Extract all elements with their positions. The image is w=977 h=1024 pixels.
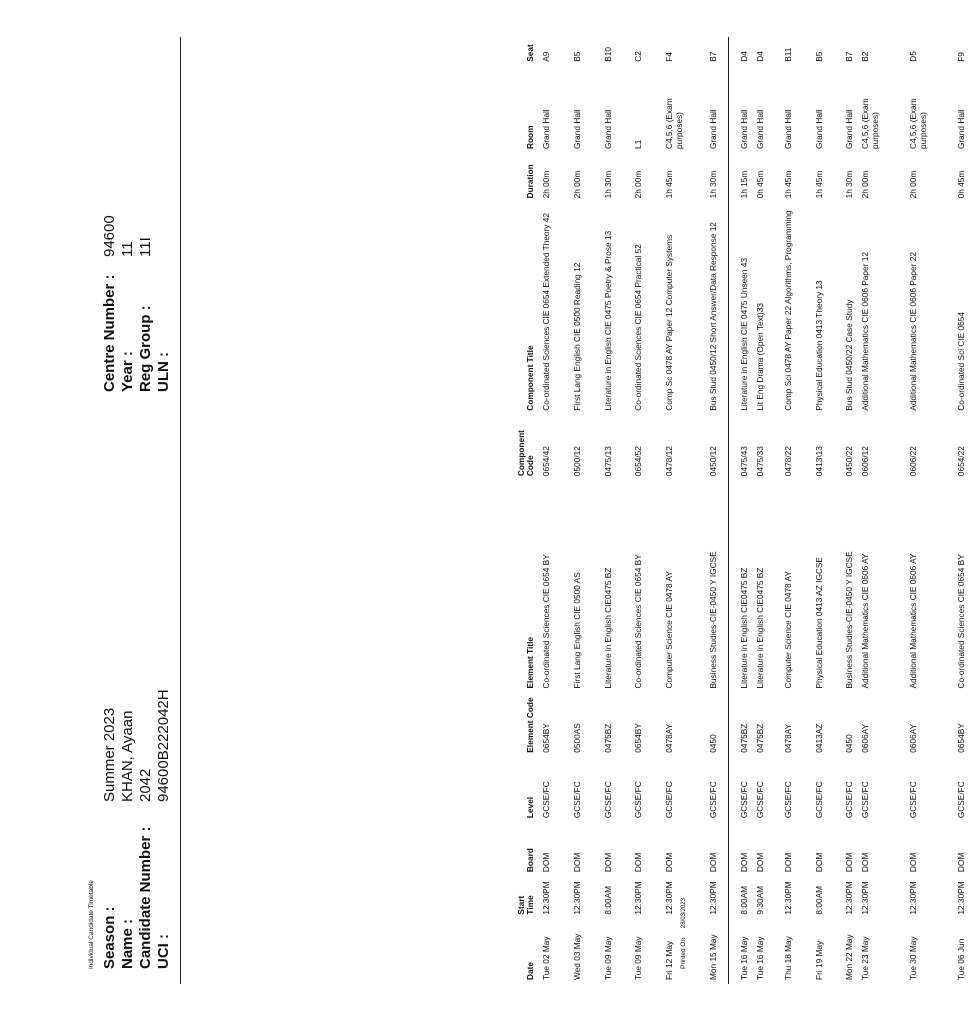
cell-element-title: Computer Science CIE 0478 AY [664,571,674,689]
cell-component-code: 0500/12 [572,446,582,477]
cell-date: Tue 16 May [739,936,749,980]
cell-element-title: Computer Science CIE 0478 AY [783,571,793,689]
cell-board: DOM [860,852,870,873]
cell-seat: B2 [860,51,870,62]
uln-label: ULN : [155,352,172,392]
name-value: KHAN, Ayaan [119,710,136,802]
season-value: Summer 2023 [101,707,118,802]
table-row [665,37,709,984]
cell-component-code: 0654/22 [956,446,966,477]
cell-component-code: 0606/22 [908,446,918,477]
cell-level: GCSE/FC [739,781,749,819]
cell-start-time: 12:30PM [844,881,854,915]
table-row [845,37,861,984]
cell-seat: C2 [633,51,643,62]
cell-component-title: Co-ordinated Sci CIE 0654 [956,312,966,411]
cell-date: Tue 09 May [633,936,643,980]
cell-start-time: 12:30PM [908,881,918,915]
cell-date: Tue 16 May [755,936,765,980]
cell-component-title: Additional Mathematics CIE 0606 Paper 12 [860,252,870,411]
cell-component-code: 0475/43 [739,446,749,477]
reg-group-value: 11I [137,237,154,257]
cell-seat: B7 [844,51,854,62]
cell-component-code: 0654/52 [633,446,643,477]
table-row [709,37,740,984]
cell-level: GCSE/FC [664,781,674,819]
cell-board: DOM [814,852,824,873]
cell-component-title: Literature in English CIE 0475 Unseen 43 [739,258,749,411]
cell-element-code: 0478AY [664,723,674,753]
cell-duration: 1h 45m [783,170,793,199]
table-row [861,37,909,984]
cell-board: DOM [783,852,793,873]
cell-component-code: 0450/12 [708,446,718,477]
table-row [784,37,815,984]
table-row [542,37,573,984]
cell-duration: 1h 15m [739,170,749,199]
cell-seat: D5 [908,51,918,62]
cell-level: GCSE/FC [755,781,765,819]
cell-component-title: Additional Mathematics CIE 0606 Paper 22 [908,252,918,411]
table-row [756,37,784,984]
cell-component-code: 0654/42 [541,446,551,477]
cell-seat: B11 [783,47,793,62]
centre-number-value: 94600 [101,215,118,257]
cell-level: GCSE/FC [541,781,551,819]
cell-board: DOM [755,852,765,873]
cell-component-code: 0478/22 [783,446,793,477]
cell-room: Grand Hall [755,109,765,150]
name-label: Name : [119,918,136,969]
cell-element-code: 0654BY [956,723,966,753]
cell-room: Grand Hall [541,109,551,150]
cell-room: L1 [633,139,643,150]
printed-on [680,898,687,969]
cell-board: DOM [603,852,613,873]
cell-date: Mon 22 May [844,934,854,980]
cell-element-code: 0654BY [541,723,551,753]
cell-duration: 1h 45m [814,170,824,199]
cell-date: Thu 18 May [783,936,793,980]
cell-seat: B5 [814,51,824,62]
column-header: Level [525,796,536,819]
cell-level: GCSE/FC [633,781,643,819]
table-row [604,37,634,984]
cell-room: Grand Hall [814,109,824,150]
cell-seat: B5 [572,51,582,62]
cell-element-title: Co-ordinated Sciences CIE 0654 BY [956,554,966,689]
cell-board: DOM [739,852,749,873]
cell-component-code: 0413\13 [814,446,824,477]
printed-on-label: Printed On [680,937,687,969]
cell-room: Grand Hall [572,109,582,150]
cell-duration: 0h 45m [956,170,966,199]
table-row [634,37,665,984]
cell-date: Tue 23 May [860,936,870,980]
cell-room: Grand Hall [783,109,793,150]
cell-element-code: 0450 [708,734,718,753]
column-header: Seat [525,44,536,62]
cell-start-time: 12:30PM [572,881,582,915]
cell-element-code: 0500AS [572,723,582,753]
cell-start-time: 12:30PM [664,881,674,915]
cell-element-title: Additional Mathematics CIE 0606 AY [860,553,870,689]
table-row [815,37,845,984]
cell-element-title: Co-ordinated Sciences CIE 0654 BY [541,554,551,689]
cell-level: GCSE/FC [908,781,918,819]
cell-start-time: 12:30PM [708,881,718,915]
cell-element-title: Co-ordinated Sciences CIE 0654 BY [633,554,643,689]
cell-level: GCSE/FC [783,781,793,819]
cell-duration: 2h 00m [860,170,870,199]
table-row [909,37,957,984]
cell-room: Grand Hall [708,109,718,150]
cell-seat: A9 [541,51,551,62]
cell-element-code: 0606AY [908,723,918,753]
cell-start-time: 12:30PM [541,881,551,915]
table-row [957,37,977,984]
cell-duration: 2h 00m [572,170,582,199]
cell-level: GCSE/FC [844,781,854,819]
cell-level: GCSE/FC [572,781,582,819]
cell-start-time: 9:30AM [755,885,765,915]
printed-on-date: 28/03/2023 [681,898,687,929]
cell-seat: B7 [708,51,718,62]
cell-duration: 1h 30m [603,170,613,199]
cell-element-code: 0654BY [633,723,643,753]
cell-board: DOM [908,852,918,873]
cell-board: DOM [664,852,674,873]
cell-element-code: 0450 [844,734,854,753]
cell-element-title: Literature in English CIE0475 BZ [603,567,613,689]
cell-level: GCSE/FC [814,781,824,819]
cell-level: GCSE/FC [708,781,718,819]
cell-element-title: Additional Mathematics CIE 0606 AY [908,553,918,689]
year-label: Year : [119,351,136,392]
cell-component-code: 0450/22 [844,446,854,477]
cell-board: DOM [956,852,966,873]
candidate-number-label: Candidate Number : [137,826,154,969]
column-header: Element Title [525,636,536,689]
cell-component-title: Co-ordinated Sciences CIE 0654 Extended Theory 42 [541,213,551,411]
column-header: Element Code [525,697,536,753]
reg-group-label: Reg Group : [137,305,154,392]
cell-seat: B10 [603,47,613,62]
cell-date: Fri 12 May [664,940,674,980]
cell-board: DOM [633,852,643,873]
cell-component-title: Comp Sc 0478 AY Paper 12 Computer Systems [664,234,674,411]
table-header-row [476,37,542,984]
cell-start-time: 8:00AM [739,885,749,915]
cell-seat: D4 [755,51,765,62]
cell-element-title: Literature in English CIE0475 BZ [755,567,765,689]
cell-component-code: 0606/12 [860,446,870,477]
cell-duration: 1h 30m [708,170,718,199]
cell-room: Grand Hall [603,109,613,150]
document-title: Individual Candidate Timetable [88,880,95,969]
cell-date: Wed 03 May [572,933,582,980]
cell-start-time: 8:00AM [603,885,613,915]
cell-element-code: 0475BZ [603,723,613,753]
column-header: Component Code [515,430,536,477]
cell-date: Tue 30 May [908,936,918,980]
cell-start-time: 8:00AM [814,885,824,915]
cell-element-title: First Lang English CIE 0500 AS [572,572,582,689]
rule-top [180,37,181,984]
cell-level: GCSE/FC [860,781,870,819]
cell-component-code: 0475/13 [603,446,613,477]
cell-start-time: 12:30PM [783,881,793,915]
cell-duration: 0h 45m [755,170,765,199]
cell-level: GCSE/FC [956,781,966,819]
column-header: Duration [525,164,536,199]
cell-date: Tue 06 Jun [956,938,966,980]
cell-date: Tue 09 May [603,936,613,980]
column-header: Board [525,848,536,873]
cell-component-title: Bus Stud 0450/12 Short Answer/Data Response 12 [708,222,718,411]
cell-component-title: Literature in English CIE 0475 Poetry & Prose 13 [603,230,613,411]
cell-element-code: 0475BZ [755,723,765,753]
cell-component-title: First Lang English CIE 0500 Reading 12 [572,262,582,411]
candidate-number-value: 2042 [137,768,154,802]
cell-duration: 2h 00m [633,170,643,199]
cell-room: Grand Hall [844,109,854,150]
cell-element-title: Business Studies-CIE-0450 Y IGCSE [708,551,718,689]
cell-seat: F4 [664,52,674,62]
cell-level: GCSE/FC [603,781,613,819]
cell-element-code: 0606AY [860,723,870,753]
timetable-table [476,37,977,984]
cell-room: C4,5,6 (Exam purposes) [860,98,880,150]
cell-room: C4,5,6 (Exam purposes) [664,98,684,150]
cell-seat: D4 [739,51,749,62]
cell-duration: 2h 00m [541,170,551,199]
cell-component-title: Lit Eng Drama (Open Text)33 [755,302,765,411]
cell-room: Grand Hall [739,109,749,150]
cell-component-title: Comp Sci 0478 AY Paper 22 Algorithms, Programming [783,210,793,411]
table-row [740,37,756,984]
cell-board: DOM [572,852,582,873]
uci-value: 94600B222042H [155,689,172,802]
cell-duration: 1h 45m [664,170,674,199]
cell-date: Fri 19 May [814,940,824,980]
cell-element-code: 0478AY [783,723,793,753]
cell-start-time: 12:30PM [633,881,643,915]
season-label: Season : [101,906,118,969]
cell-date: Tue 02 May [541,936,551,980]
cell-component-code: 0475/33 [755,446,765,477]
column-header: Start Time [515,895,536,915]
column-header: Date [525,962,536,980]
cell-duration: 1h 30m [844,170,854,199]
uci-label: UCI : [155,934,172,969]
cell-element-title: Business Studies-CIE-0450 Y IGCSE [844,551,854,689]
cell-component-title: Bus Stud 0450/22 Case Study [844,299,854,411]
cell-room: C4,5,6 (Exam purposes) [908,98,928,150]
centre-number-label: Centre Number : [101,274,118,392]
cell-element-title: Physical Education 0413 AZ IGCSE [814,557,824,689]
cell-element-title: Literature in English CIE0475 BZ [739,567,749,689]
cell-seat: F9 [956,52,966,62]
column-header: Component Title [525,345,536,411]
cell-component-title: Physical Education 0413 Theory 13 [814,280,824,411]
cell-start-time: 12:30PM [860,881,870,915]
column-header: Room [525,125,536,150]
cell-component-title: Co-ordinated Sciences CIE 0654 Practical 52 [633,244,643,411]
cell-board: DOM [708,852,718,873]
cell-board: DOM [844,852,854,873]
cell-component-code: 0478/12 [664,446,674,477]
cell-duration: 2h 00m [908,170,918,199]
year-value: 11 [119,241,136,257]
cell-start-time: 12:30PM [956,881,966,915]
cell-element-code: 0413AZ [814,723,824,753]
cell-board: DOM [541,852,551,873]
table-row [573,37,604,984]
cell-room: Grand Hall [956,109,966,150]
cell-date: Mon 15 May [708,934,718,980]
cell-element-code: 0475BZ [739,723,749,753]
